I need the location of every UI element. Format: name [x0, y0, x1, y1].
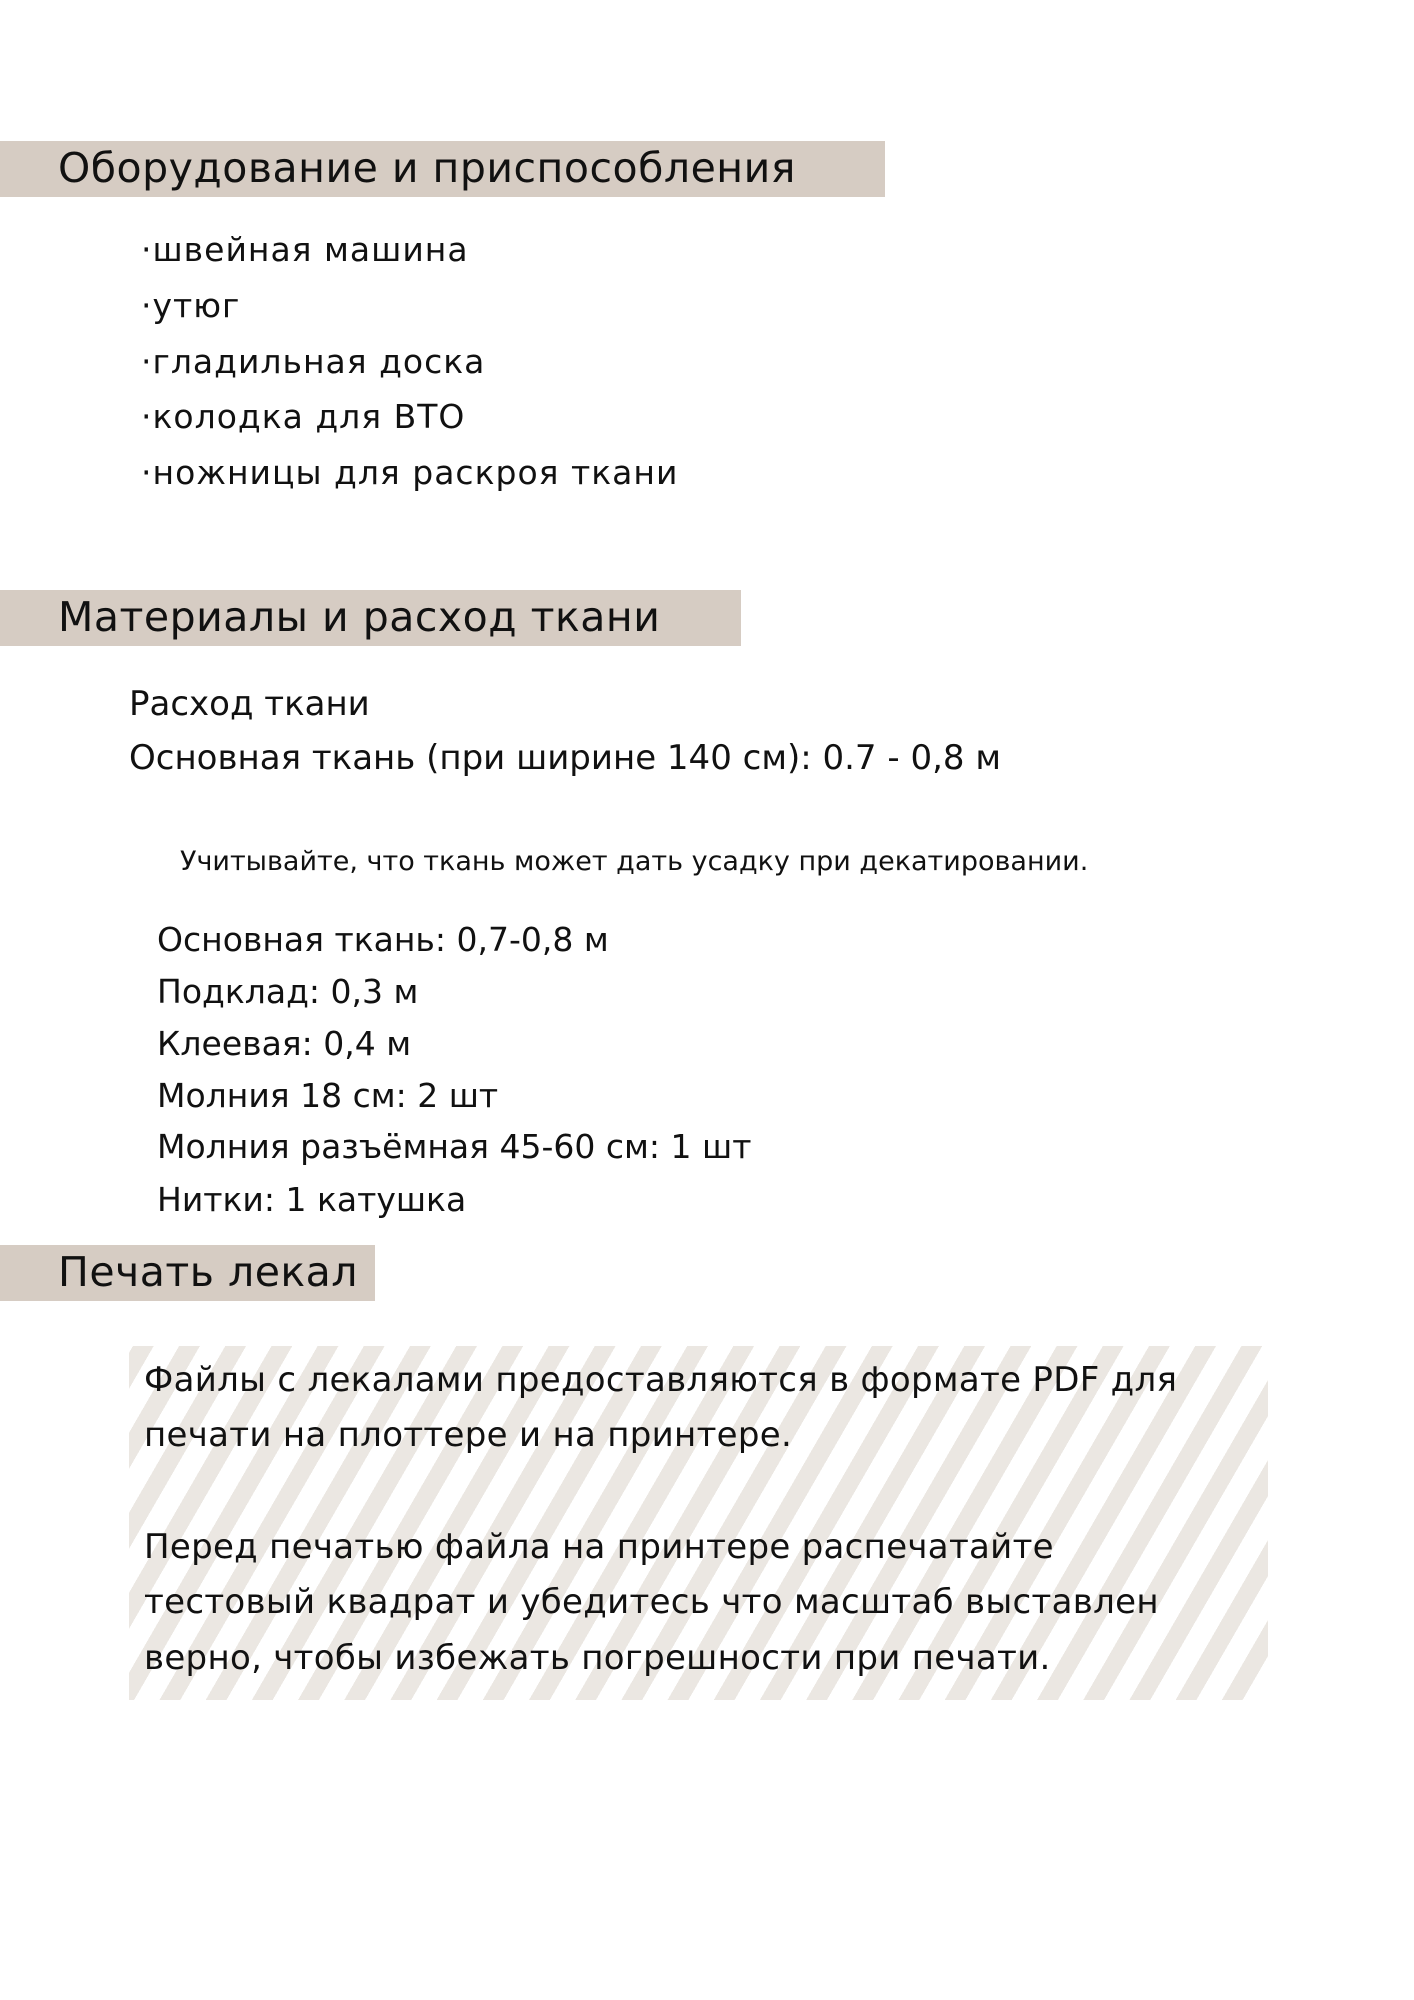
consumption-label: Расход ткани: [129, 684, 370, 724]
printing-info-box: [129, 1346, 1268, 1700]
list-item: ·швейная машина: [141, 230, 469, 269]
shrinkage-note: Учитывайте, что ткань может дать усадку при декатировании.: [180, 846, 1089, 877]
printing-text-line: Файлы с лекалами предоставляются в формате PDF для: [144, 1360, 1178, 1400]
list-item: Клеевая: 0,4 м: [157, 1024, 412, 1063]
printing-text-line: верно, чтобы избежать погрешности при печати.: [144, 1638, 1051, 1678]
main-fabric-line: Основная ткань (при ширине 140 см): 0.7 - 0,8 м: [129, 738, 1001, 778]
list-item: ·колодка для ВТО: [141, 397, 466, 436]
list-item: ·утюг: [141, 286, 241, 325]
list-item: ·гладильная доска: [141, 342, 486, 381]
equipment-heading: Оборудование и приспособления: [58, 144, 796, 192]
list-item: Подклад: 0,3 м: [157, 972, 419, 1011]
list-item: ·ножницы для раскроя ткани: [141, 453, 679, 492]
list-item: Молния разъёмная 45-60 см: 1 шт: [157, 1127, 752, 1166]
printing-text-line: тестовый квадрат и убедитесь что масштаб выставлен: [144, 1582, 1159, 1622]
materials-heading: Материалы и расход ткани: [58, 593, 661, 641]
list-item: Нитки: 1 катушка: [157, 1180, 467, 1219]
equipment-heading-band: [0, 141, 885, 197]
printing-text-line: Перед печатью файла на принтере распечатайте: [144, 1527, 1054, 1567]
list-item: Молния 18 см: 2 шт: [157, 1076, 499, 1115]
materials-heading-band: [0, 590, 741, 646]
printing-heading-band: [0, 1245, 375, 1301]
printing-heading: Печать лекал: [58, 1248, 359, 1296]
printing-text-line: печати на плоттере и на принтере.: [144, 1415, 793, 1455]
list-item: Основная ткань: 0,7-0,8 м: [157, 920, 609, 959]
